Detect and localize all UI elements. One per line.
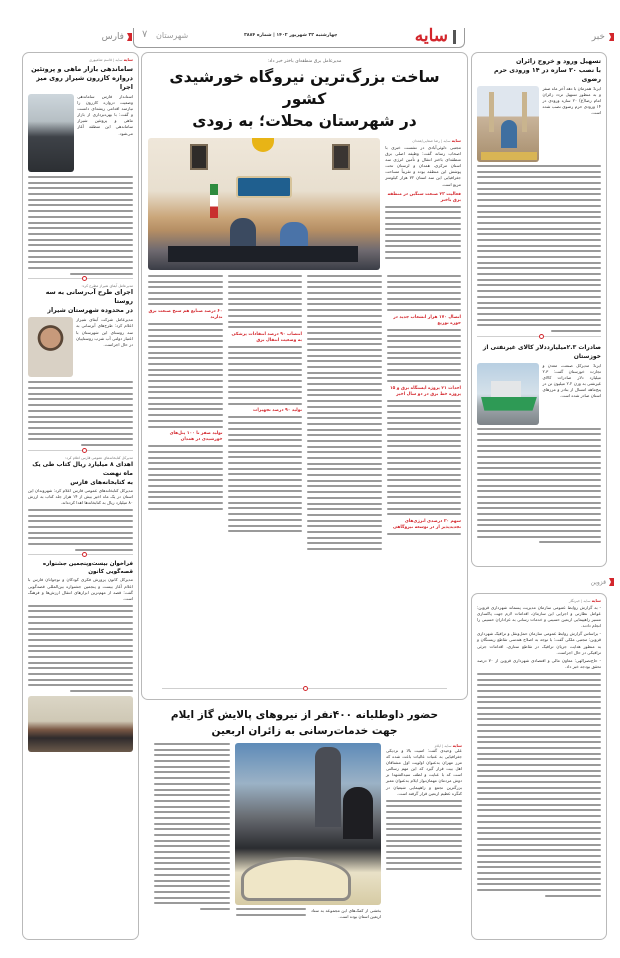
flag-iran <box>210 184 218 218</box>
main-byline <box>385 138 461 143</box>
separator <box>28 450 133 451</box>
byline-logo: سایه <box>591 598 601 603</box>
logo-divider <box>453 30 456 44</box>
separator <box>162 688 447 689</box>
left-story2-headline <box>28 288 133 315</box>
person-left <box>230 218 256 248</box>
photo-banner <box>236 176 292 198</box>
headline-line: دروازه کازرون شیراز روی میز اجرا <box>36 74 133 91</box>
page-number: ۷ <box>142 29 148 40</box>
headline-line: حضور داوطلبانه ۴۰۰نفر از نیروهای پالایش گاز ایلام <box>170 709 439 721</box>
masthead <box>0 28 620 50</box>
main-kicker: مدیرعامل برق منطقه‌ای باختر خبر داد: <box>267 59 342 64</box>
main-story <box>141 52 468 700</box>
right-story1-photo <box>477 86 539 162</box>
byline-logo: سایه <box>451 138 461 143</box>
gas-caption-row <box>235 908 381 920</box>
company-logo <box>252 138 274 152</box>
portrait-right <box>332 144 350 170</box>
qazvin-item: - براساس گزارش روابط عمومی سازمان حمل‌ونقل و ترافیک شهرداری قزوین: مجتبی ملکی گفت: با توجه به اصلاح هندسی تقاطع ریسنگان و به منظور هدایت جریان ترافیک در تقاطع ستاری، اقدامات جزئی ترافیکی در حال اجراست. <box>477 631 601 655</box>
gas-caption-filler <box>236 908 306 920</box>
separator <box>28 554 133 555</box>
right-story1-filler <box>477 165 601 332</box>
headline-line: در محدوده شهرستان شیراز <box>47 307 133 315</box>
right-story2-headline: صادرات ۲.۳میلیارددلار کالای غیرنفتی از خوزستان <box>482 343 601 360</box>
left-story3-headline <box>28 460 133 487</box>
qazvin-section-label: قزوین <box>590 578 606 586</box>
person-cap <box>343 787 373 839</box>
left-story1-photo <box>28 94 74 172</box>
right-story2-filler <box>477 428 601 544</box>
left-story3-filler <box>28 509 133 551</box>
section-flag-icon <box>609 33 614 41</box>
qazvin-section-header <box>554 576 614 588</box>
section-flag-icon <box>127 33 132 41</box>
byline-text: سایه | خبرنگار <box>568 599 591 603</box>
logo: سایه <box>414 26 448 46</box>
main-headline <box>148 66 461 132</box>
rice-pot <box>241 857 351 901</box>
byline-text: سایه | رضا صفایی/همدان <box>412 139 451 143</box>
filler <box>385 206 461 259</box>
left-section-label: فارس <box>101 32 124 42</box>
main-lead: مجتبی دلوئی‌آبادی در نشست خبری با اصحاب رسانه گفت: وظیفه اصلی برق منطقه‌ای باختر انتقال و تأمین انرژی سه استان مرکزی، همدان و لرستان تحت پوشش این منطقه بوده و تقریباً مساحت جغرافیایی این سه استان ۷۲ هزار کیلومتر مربع است. <box>385 145 461 187</box>
ship-deck <box>491 381 521 397</box>
right-story2-photo <box>477 363 539 425</box>
left-story1-body <box>28 94 133 172</box>
byline-logo: سایه <box>123 57 133 62</box>
separator <box>477 336 601 337</box>
minaret-left <box>489 92 494 132</box>
person-standing <box>315 747 341 827</box>
headline-line: ساماندهی بازار ماهی و پروتئین <box>31 65 133 73</box>
gas-body <box>147 743 462 920</box>
headline-line: اجرای طرح آب‌رسانی به سه روستا <box>45 289 133 306</box>
right-section-header <box>558 30 614 44</box>
main-subhead: سهم ۳۰ درصدی انرژی‌های تجدیدپذیر از در توسعه نیروگاهی <box>393 519 461 531</box>
byline-text: سایه | قاسم شاهپوری <box>89 58 123 62</box>
gas-lead: علی وحیدی گفت: امنیت بالا و نزدیکی جغرافیایی به عتبات عالیات باعث شده که مرز مهران به‌عنوان اولویت اول مشتاقان اهل بیت قرار گیرد که این مهم رسالتی است که با عنایت و لطف سیدالشهدا بر دوش مردمان مهمان‌نواز ایلام به‌عنوان معبر بزرگترین تجمع و راهپیمایی شیعیان در کنگره عظیم اربعین قرار گرفته است. <box>386 748 462 796</box>
dome-gate <box>501 120 517 148</box>
main-col-2 <box>307 275 382 554</box>
gas-caption: بخشی از کمک‌های این مجموعه به ستاد اربعین استان بوده است. <box>311 908 381 920</box>
main-subhead: انتصاب ۹۰ درصد انتقادات پزشکی به وضعیت انتقال برق <box>231 331 302 343</box>
headline-line: با نصب ۲۰ سازه در ۱۴ ورودی حرم رضوی <box>494 67 601 83</box>
left-column <box>22 52 139 940</box>
gas-headline <box>147 707 462 739</box>
page-section-label: شهرستان <box>156 31 189 40</box>
right-section-label: خبر <box>591 32 605 42</box>
main-top-row <box>148 138 461 270</box>
gas-col-3 <box>154 743 230 920</box>
qazvin-filler <box>477 673 601 897</box>
main-lead-column <box>385 138 461 270</box>
byline-logo: سایه <box>452 743 462 748</box>
main-photo <box>148 138 380 270</box>
right-story1-lead: ایرنا: همزمان با دهه آخر ماه صفر و به منظور تسهیل تردد زائران امام رضا(ع) ۲۰ سازه ورودی در ۱۴ ورودی حرم رضوی نصب شده است. <box>542 86 601 116</box>
left-story4-headline: فراخوان بیست‌وپنجمین جشنواره قصه‌گویی کانون <box>42 561 133 576</box>
sign <box>481 152 537 160</box>
masthead-bar <box>133 28 465 48</box>
main-col-3 <box>228 275 303 554</box>
left-story1-lead: استاندار فارس ساماندهی وضعیت دروازه کازرون را نیازمند اقدامی ریشه‌ای دانست و گفت: با بهره‌برداری از بازار ماهی و پروتئین شیراز ساماندهی این منطقه آغاز می‌شود. <box>77 94 133 136</box>
main-body-columns <box>148 275 461 554</box>
right-story1-body <box>477 86 601 162</box>
right-column-top <box>471 52 607 567</box>
gas-story <box>141 703 468 940</box>
left-story4-filler <box>28 605 133 692</box>
portrait-left <box>190 144 208 170</box>
qazvin-box <box>471 593 607 940</box>
left-story4-photo <box>28 696 133 752</box>
minaret-right <box>522 92 527 132</box>
left-story4-lead: مدیرکل کانون پرورش فکری کودکان و نوجوانان فارس با اعلام آغاز بیست و پنجمین جشنواره بین‌المللی قصه‌گویی گفت: قصه از مهم‌ترین ابزارهای انتقال ارزش‌ها و فرهنگ است. <box>28 577 133 601</box>
byline-text: سایه | ایلام <box>434 744 452 748</box>
main-subhead: اتصال ۱۷۰ هزار انشعاب جدید در حوزه توزیع <box>393 314 461 326</box>
ship-hull <box>481 397 537 411</box>
gas-lead-column <box>386 743 462 920</box>
separator <box>28 278 133 279</box>
qazvin-item: - به گزارش روابط عمومی سازمان مدیریت پسماند شهرداری قزوین: عوامل نظارتی و اجرایی این سازمان، اقدامات لازم جهت پاکسازی مسیر راهپیمایی اربعین حسینی و خدمات رسانی به عزاداران حسینی را انجام دادند. <box>477 605 601 629</box>
main-subhead: احداث ۲۱ پروژه ایستگاه برق و ۱۵ پروژه خط برق در دو سال اخیر <box>390 385 461 397</box>
gas-photo <box>235 743 381 905</box>
main-subhead: ۶۰ درصد صنایع هم سنخ صنعت برق ندارند <box>148 309 223 321</box>
main-col-1 <box>387 275 462 554</box>
headline-line: در شهرستان محلات؛ به زودی <box>192 112 417 130</box>
main-subhead: تولید ۹۰ درصد تجهیزات <box>253 408 302 414</box>
main-col-4 <box>148 275 223 554</box>
headline-line: جهت خدمات‌رسانی به زائران اربعین <box>211 725 398 737</box>
left-story2-body <box>28 317 133 377</box>
left-story2-kicker: مدیرعامل آبفای شیراز مطرح کرد: <box>81 284 133 289</box>
headline-line: به کتابخانه‌های فارس <box>70 478 133 486</box>
headline-line: اهدای ۸ میلیارد ریال کتاب طی یک ماه نهضت <box>32 460 133 477</box>
gas-photo-column <box>235 743 381 920</box>
left-section-header <box>98 30 132 44</box>
left-story2-photo <box>28 317 73 377</box>
main-subhead: فعالیت ۲۳ صنعت سنگین در منطقه برق باختر <box>387 191 461 203</box>
left-story1-headline <box>28 65 133 92</box>
right-story1-headline <box>477 57 601 84</box>
left-story3-kicker: مدیرکل کتابخانه‌های عمومی فارس اعلام کرد: <box>65 455 133 460</box>
left-story1-filler <box>28 176 133 275</box>
left-story2-filler <box>28 381 133 446</box>
headline-line: ساخت بزرگ‌ترین نیروگاه خورشیدی کشور <box>169 68 440 108</box>
right-story2-lead: ایرنا: مدیرکل صنعت، معدن و تجارت خوزستان گفت: ۲.۳ میلیارد دلار صادرات کالای غیرنفتی به وزن ۲.۲ میلیون تن در پنج‌ماهه امسال از بنادر و مرزهای استان صادر شده است. <box>542 362 601 399</box>
qazvin-item: - حاج‌نصرالهی: معاون مالی و اقتصادی شهرداری قزوین از ۷۰ درصد تحقق بودجه خبر داد. <box>477 657 601 669</box>
issue-line: چهارشنبه ۲۲ شهریور ۱۴۰۲ | شماره ۳۸۸۴ <box>244 33 338 38</box>
left-story3-lead: مدیرکل کتابخانه‌های عمومی فارس اعلام کرد: شهروندان این استان در یک ماه اخیر بیش از ۱۴ هزار جلد کتاب به ارزش ۸۰ میلیارد ریال به کتابخانه‌ها اهدا کرده‌اند. <box>28 487 133 505</box>
section-flag-icon <box>609 578 614 586</box>
left-story2-lead: مدیرعامل شرکت آبفای شیراز اعلام کرد: طرح‌های آبرسانی به سه روستای این شهرستان با اعتبار دولتی آب شرب روستاییان در حال اجراست. <box>76 317 133 347</box>
monitors <box>168 246 358 262</box>
right-story2-body <box>477 363 601 425</box>
left-byline <box>28 57 133 62</box>
main-subhead: تولید صفر تا ۱۰۰ پنل‌های خورشیدی در همدان <box>169 431 223 443</box>
qazvin-byline <box>477 598 601 603</box>
headline-line: تسهیل ورود و خروج زائران <box>516 58 601 65</box>
